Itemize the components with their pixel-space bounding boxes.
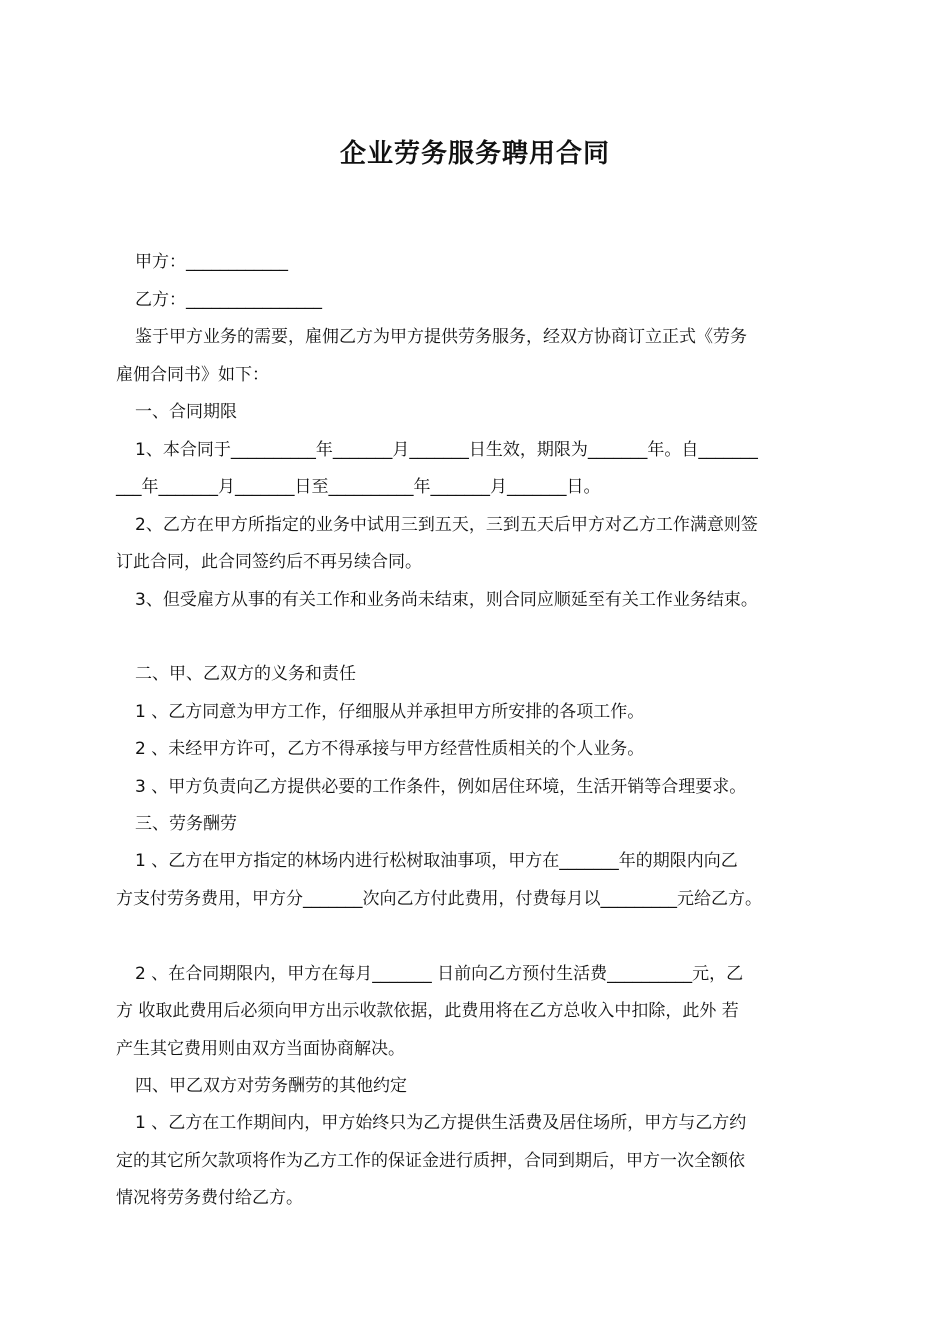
clause-1-1-line-1: 1、本合同于__________年_______月_______日生效，期限为_______年。自_______: [135, 440, 758, 460]
clause-2-1: 1 、乙方同意为甲方工作，仔细服从并承担甲方所安排的各项工作。: [135, 702, 645, 722]
clause-3-1-line-2: 方支付劳务费用，甲方分_______次向乙方付此费用，付费每月以_________元给乙方。: [116, 889, 762, 909]
preamble-line-1: 鉴于甲方业务的需要，雇佣乙方为甲方提供劳务服务，经双方协商订立正式《劳务: [135, 327, 747, 347]
clause-1-2-line-2: 订此合同，此合同签约后不再另续合同。: [116, 552, 422, 572]
section-3-heading: 三、劳务酬劳: [135, 814, 237, 834]
party-b-line: 乙方：________________: [135, 290, 322, 310]
clause-2-2: 2 、未经甲方许可，乙方不得承接与甲方经营性质相关的个人业务。: [135, 739, 645, 759]
clause-2-3: 3 、甲方负责向乙方提供必要的工作条件，例如居住环境，生活开销等合理要求。: [135, 777, 747, 797]
clause-1-3: 3、但受雇方从事的有关工作和业务尚未结束，则合同应顺延至有关工作业务结束。: [135, 590, 758, 610]
document-title: 企业劳务服务聘用合同: [339, 139, 610, 169]
clause-3-1-line-1: 1 、乙方在甲方指定的林场内进行松树取油事项，甲方在_______年的期限内向乙: [135, 851, 738, 871]
clause-1-1-line-2: ___年_______月_______日至__________年_______月_______日。: [116, 477, 601, 497]
clause-4-1-line-3: 情况将劳务费付给乙方。: [116, 1188, 303, 1208]
clause-3-2-line-1: 2 、在合同期限内，甲方在每月_______ 日前向乙方预付生活费__________元，乙: [135, 964, 744, 984]
section-4-heading: 四、甲乙双方对劳务酬劳的其他约定: [135, 1076, 407, 1096]
party-a-line: 甲方：____________: [135, 252, 288, 272]
preamble-line-2: 雇佣合同书》如下：: [116, 365, 269, 385]
section-1-heading: 一、合同期限: [135, 402, 237, 422]
clause-4-1-line-1: 1 、乙方在工作期间内，甲方始终只为乙方提供生活费及居住场所，甲方与乙方约: [135, 1113, 747, 1133]
clause-4-1-line-2: 定的其它所欠款项将作为乙方工作的保证金进行质押，合同到期后，甲方一次全额依: [116, 1151, 745, 1171]
clause-3-2-line-2: 方 收取此费用后必须向甲方出示收款依据，此费用将在乙方总收入中扣除，此外 若: [116, 1001, 739, 1021]
section-2-heading: 二、甲、乙双方的义务和责任: [135, 664, 356, 684]
clause-1-2-line-1: 2、乙方在甲方所指定的业务中试用三到五天，三到五天后甲方对乙方工作满意则签: [135, 515, 758, 535]
clause-3-2-line-3: 产生其它费用则由双方当面协商解决。: [116, 1039, 405, 1059]
